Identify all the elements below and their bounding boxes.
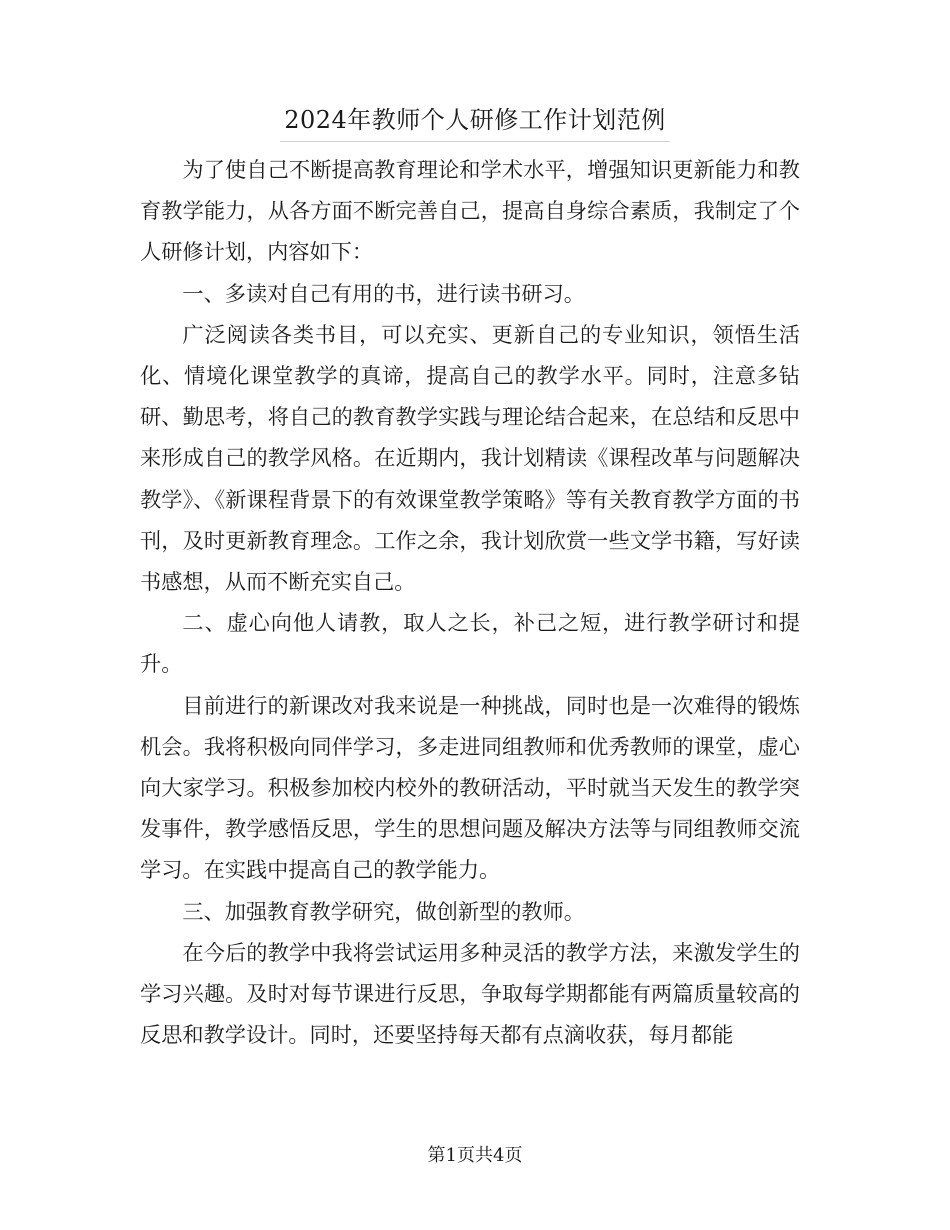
section-paragraph-3: 在今后的教学中我将尝试运用多种灵活的教学方法，来激发学生的学习兴趣。及时对每节课进行反思，争取每学期都能有两篇质量较高的反思和教学设计。同时，还要坚持每天都有点滴收获，每月都能: [140, 939, 800, 1048]
document-title: 2024年教师个人研修工作计划范例: [280, 100, 670, 142]
intro-paragraph: 为了使自己不断提高教育理论和学术水平，增强知识更新能力和教育教学能力，从各方面不断完善自己，提高自身综合素质，我制定了个人研修计划，内容如下：: [140, 157, 800, 265]
section-heading-1: 一、多读对自己有用的书，进行读书研习。: [182, 280, 585, 306]
document-body: [140, 149, 800, 1055]
page-number-footer: 第1页共4页: [427, 1145, 523, 1166]
section-paragraph-1: 广泛阅读各类书目，可以充实、更新自己的专业知识，领悟生活化、情境化课堂教学的真谛，提高自己的教学水平。同时，注意多钻研、勤思考，将自己的教育教学实践与理论结合起来，在总结和反思中来形成自己的教学风格。在近期内，我计划精读《课程改革与问题解决教学》、《新课程背景下的有效课堂教学策略》等有关教育教学方面的书刊，及时更新教育理念。工作之余，我计划欣赏一些文学书籍，写好读书感想，从而不断充实自己。: [140, 321, 800, 595]
title-container: [0, 100, 950, 142]
section-heading-3: 三、加强教育教学研究，做创新型的教师。: [182, 898, 585, 924]
section-heading-2: 二、虚心向他人请教，取人之长，补己之短，进行教学研讨和提升。: [140, 610, 800, 677]
section-paragraph-2: 目前进行的新课改对我来说是一种挑战，同时也是一次难得的锻炼机会。我将积极向同伴学习，多走进同组教师和优秀教师的课堂，虚心向大家学习。积极参加校内校外的教研活动，平时就当天发生的教学突发事件，教学感悟反思，学生的思想问题及解决方法等与同组教师交流学习。在实践中提高自己的教学能力。: [140, 692, 800, 883]
